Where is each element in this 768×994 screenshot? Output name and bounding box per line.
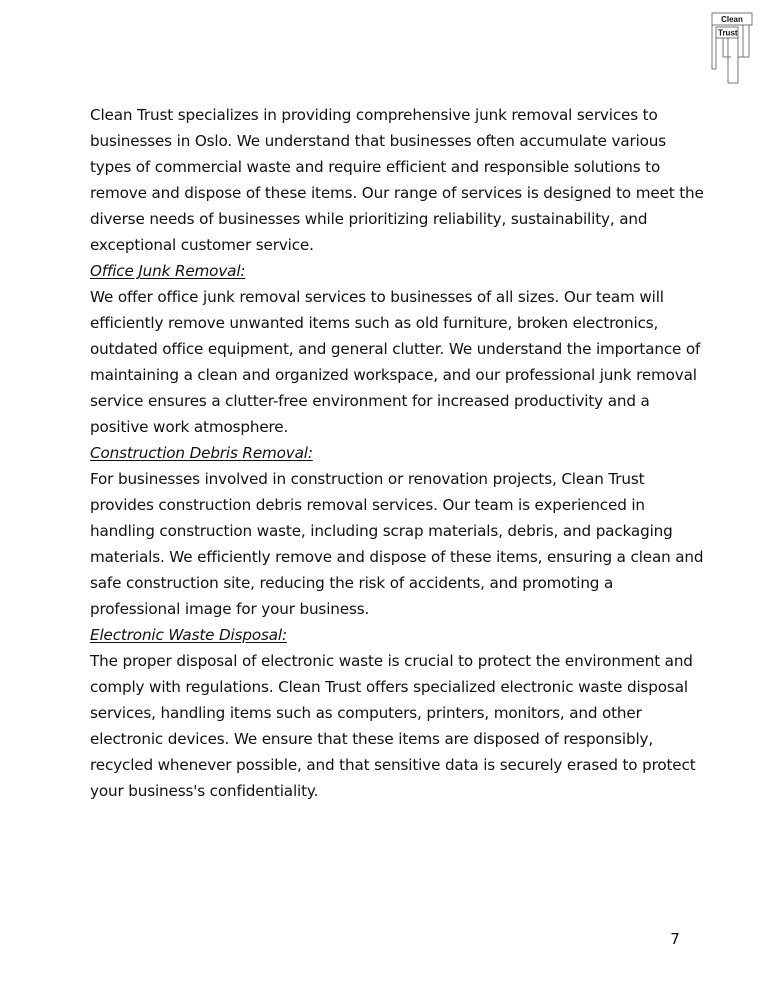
section-heading-electronic-waste-disposal: Electronic Waste Disposal: xyxy=(90,626,287,644)
intro-paragraph: Clean Trust specializes in providing comprehensive junk removal services to businesses in Oslo. We understand that businesses often accumulate various types of commercial waste and require efficient and responsible solutions to remove and dispose of these items. Our range of services is designed to meet the diverse needs of businesses while prioritizing reliability, sustainability, and exceptional customer service. xyxy=(90,106,704,254)
section-body-office-junk-removal: We offer office junk removal services to businesses of all sizes. Our team will efficiently remove unwanted items such as old furniture, broken electronics, outdated office equipment, and general clutter. We understand the importance of maintaining a clean and organized workspace, and our professional junk removal service ensures a clutter-free environment for increased productivity and a positive work atmosphere. xyxy=(90,288,701,436)
clean-trust-logo xyxy=(711,12,753,84)
page-content xyxy=(90,102,704,804)
logo-line-trust: Trust xyxy=(718,28,738,38)
section-heading-office-junk-removal: Office Junk Removal: xyxy=(90,262,246,280)
section-body-electronic-waste-disposal: The proper disposal of electronic waste is crucial to protect the environment and comply with regulations. Clean Trust offers specialized electronic waste disposal services, handling items such as computers, printers, monitors, and other electronic devices. We ensure that these items are disposed of responsibly, recycled whenever possible, and that sensitive data is securely erased to protect your business's confidentiality. xyxy=(90,652,696,800)
logo-line-clean: Clean xyxy=(721,15,743,24)
section-body-construction-debris-removal: For businesses involved in construction or renovation projects, Clean Trust provides construction debris removal services. Our team is experienced in handling construction waste, including scrap materials, debris, and packaging materials. We efficiently remove and dispose of these items, ensuring a clean and safe construction site, reducing the risk of accidents, and promoting a professional image for your business. xyxy=(90,470,704,618)
page-number: 7 xyxy=(670,930,680,948)
section-heading-construction-debris-removal: Construction Debris Removal: xyxy=(90,444,313,462)
